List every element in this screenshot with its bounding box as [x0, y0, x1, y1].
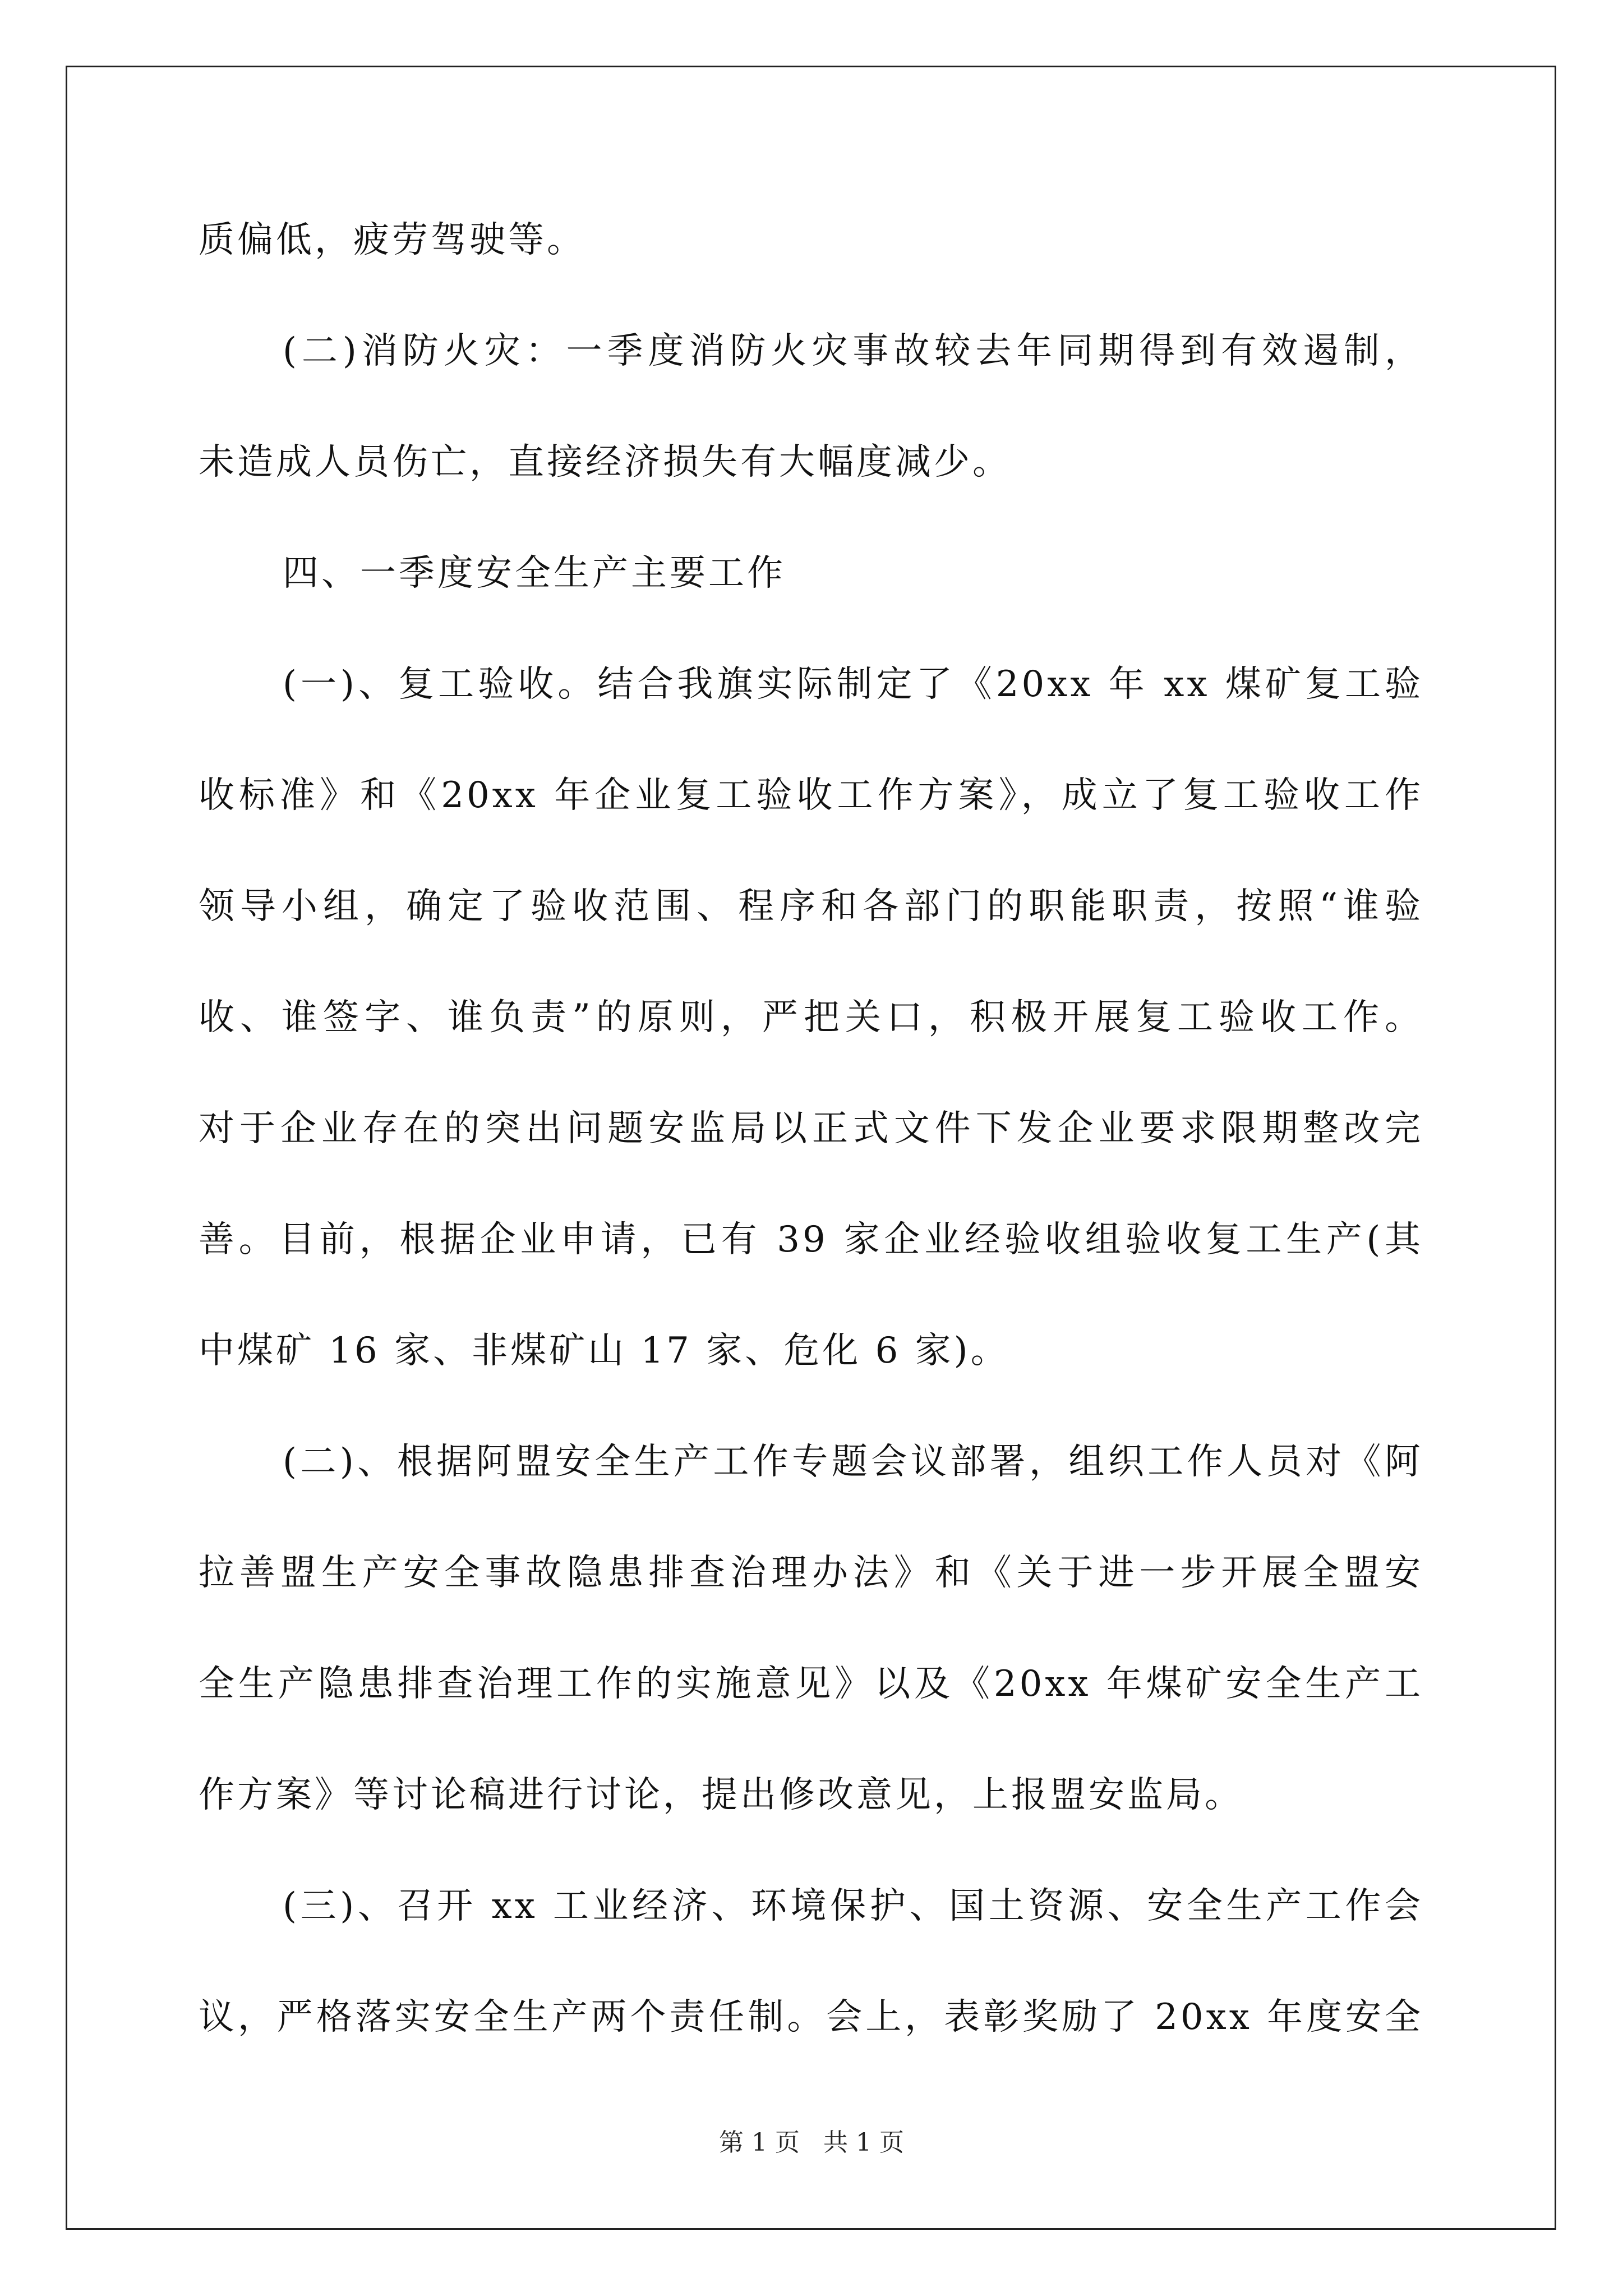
text-line: 作方案》等讨论稿进行讨论，提出修改意见，上报盟安监局。: [199, 1774, 1243, 1816]
text-line: 议，严格落实安全生产两个责任制。会上，表彰奖励了 20xx 年度安全: [199, 1996, 1423, 2038]
page-footer: [0, 2126, 1623, 2160]
page-total: 共 1 页: [823, 2128, 904, 2157]
text-line: (二)消防火灾：一季度消防火灾事故较去年同期得到有效遏制，: [283, 330, 1423, 372]
text-line: (三)、召开 xx 工业经济、环境保护、国土资源、安全生产工作会: [283, 1885, 1423, 1927]
text-line: 质偏低，疲劳驾驶等。: [199, 219, 585, 261]
text-line: 收、谁签字、谁负责”的原则，严把关口，积极开展复工验收工作。: [199, 997, 1423, 1038]
page-number: 第 1 页: [719, 2128, 800, 2157]
text-line: (一)、复工验收。结合我旗实际制定了《20xx 年 xx 煤矿复工验: [283, 664, 1423, 705]
text-line: 全生产隐患排查治理工作的实施意见》以及《20xx 年煤矿安全生产工: [199, 1663, 1423, 1705]
text-line: 中煤矿 16 家、非煤矿山 17 家、危化 6 家)。: [199, 1330, 1009, 1372]
text-line: 善。目前，根据企业申请，已有 39 家企业经验收组验收复工生产(其: [199, 1219, 1423, 1260]
text-line: 拉善盟生产安全事故隐患排查治理办法》和《关于进一步开展全盟安: [199, 1552, 1423, 1594]
text-line: 对于企业存在的突出问题安监局以正式文件下发企业要求限期整改完: [199, 1108, 1423, 1149]
section-heading: 四、一季度安全生产主要工作: [283, 553, 786, 594]
text-line: 收标准》和《20xx 年企业复工验收工作方案》，成立了复工验收工作: [199, 775, 1423, 816]
text-line: (二)、根据阿盟安全生产工作专题会议部署，组织工作人员对《阿: [283, 1441, 1423, 1483]
text-line: 未造成人员伤亡，直接经济损失有大幅度减少。: [199, 441, 1011, 483]
text-line: 领导小组，确定了验收范围、程序和各部门的职能职责，按照“谁验: [199, 886, 1423, 927]
